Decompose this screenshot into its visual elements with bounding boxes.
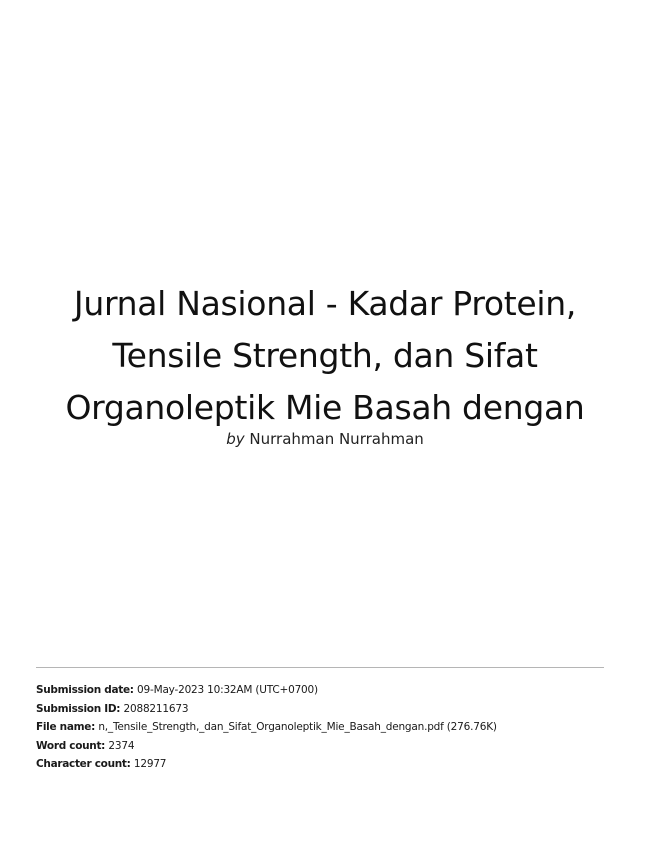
document-title: Jurnal Nasional - Kadar Protein, Tensile Strength, dan Sifat Organoleptik Mie Basah dengan — [65, 284, 585, 427]
word-count-row — [36, 737, 616, 756]
submission-info — [36, 681, 616, 774]
submission-date-label: Submission date: — [36, 684, 134, 696]
divider — [36, 667, 604, 668]
submission-id-value: 2088211673 — [123, 702, 189, 715]
submission-id-row — [36, 700, 616, 719]
character-count-row — [36, 755, 616, 774]
word-count-label: Word count: — [36, 739, 106, 752]
byline — [0, 430, 650, 448]
character-count-value: 12977 — [133, 758, 167, 770]
submission-date-value: 09-May-2023 10:32AM (UTC+0700) — [137, 684, 318, 696]
file-name-value: n,_Tensile_Strength,_dan_Sifat_Organoleptik_Mie_Basah_dengan.pdf (276.76K) — [98, 721, 497, 733]
submission-date-row — [36, 681, 616, 700]
file-name-row — [36, 718, 616, 737]
submission-id-label: Submission ID: — [36, 702, 121, 715]
author-name: Nurrahman Nurrahman — [249, 430, 424, 448]
character-count-label: Character count: — [36, 758, 131, 770]
byline-by: by — [226, 430, 245, 448]
word-count-value: 2374 — [108, 739, 135, 752]
file-name-label: File name: — [36, 721, 95, 733]
